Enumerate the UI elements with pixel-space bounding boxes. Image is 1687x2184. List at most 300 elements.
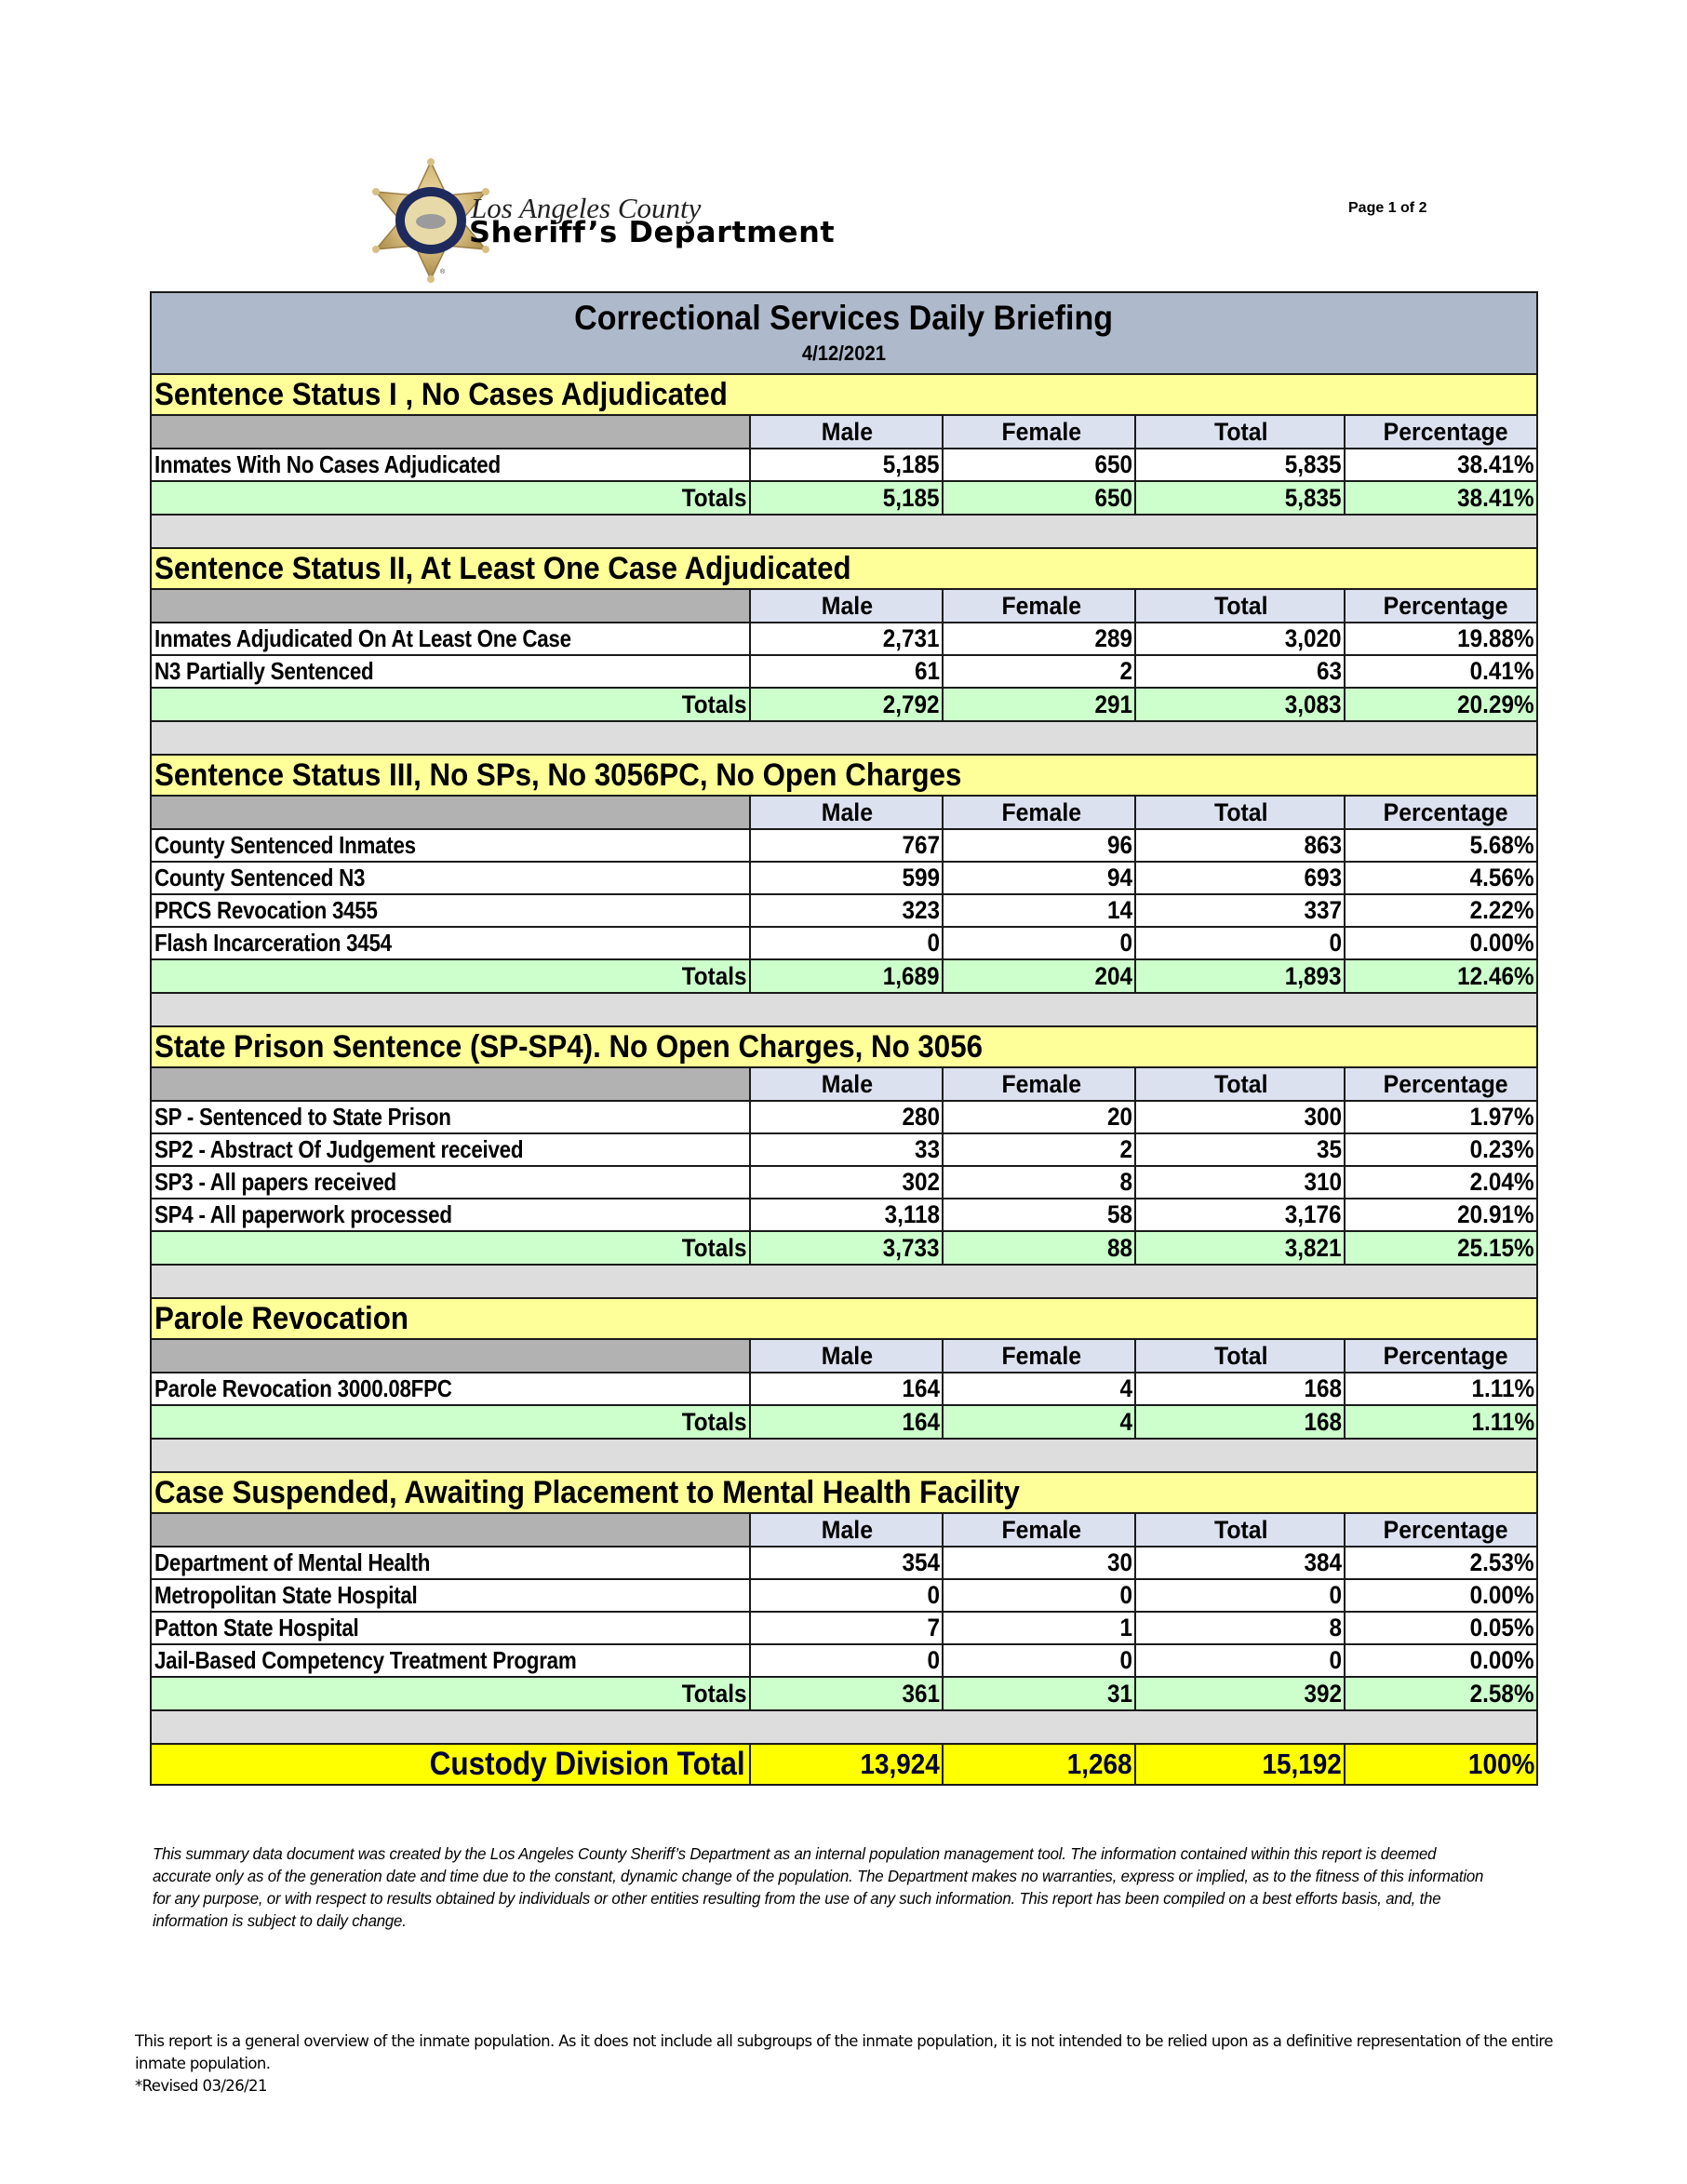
column-header-label: Female: [1001, 417, 1082, 446]
row-label: Jail-Based Competency Treatment Program: [154, 1646, 577, 1674]
table-row: [152, 656, 1536, 689]
custody-total-total-value: 15,192: [1262, 1748, 1342, 1780]
cell-female: [944, 1548, 1136, 1578]
custody-division-total-row: [152, 1745, 1536, 1784]
registered-mark: ®: [440, 269, 446, 275]
report-date: 4/12/2021: [801, 342, 887, 365]
custody-total-male-value: 13,924: [860, 1748, 940, 1780]
cell-total-value: 0: [1329, 929, 1342, 957]
totals-male: [751, 689, 944, 720]
cell-pct: [1346, 895, 1536, 926]
report-title: Correctional Services Daily Briefing: [574, 299, 1114, 337]
cell-pct-value: 38.41%: [1457, 450, 1534, 478]
cell-male: [751, 863, 944, 893]
cell-male-value: 3,118: [884, 1200, 940, 1228]
cell-female-value: 4: [1119, 1374, 1132, 1402]
section-header: [152, 1473, 1536, 1514]
cell-female-value: 2: [1119, 657, 1132, 685]
section-title: Case Suspended, Awaiting Placement to Mental Health Facility: [154, 1474, 1020, 1510]
table-row: [152, 1580, 1536, 1613]
cell-female: [944, 623, 1136, 654]
cell-total-value: 63: [1316, 657, 1342, 685]
cell-total-value: 5,835: [1285, 450, 1342, 478]
cell-total-value: 0: [1329, 1581, 1342, 1609]
row-label-cell: [152, 830, 751, 861]
row-label: PRCS Revocation 3455: [154, 896, 378, 924]
cell-male-value: 0: [927, 1581, 940, 1609]
cell-male: [751, 1580, 944, 1611]
table-row: [152, 830, 1536, 863]
column-header-label: Total: [1214, 1515, 1268, 1544]
column-header-label: Percentage: [1383, 1341, 1508, 1370]
column-header-pct: [1346, 1068, 1536, 1100]
daily-briefing-table: [150, 291, 1538, 1786]
column-header-label: Percentage: [1383, 417, 1508, 446]
cell-total: [1136, 1645, 1346, 1676]
row-label-cell: [152, 656, 751, 687]
row-label: SP4 - All paperwork processed: [154, 1200, 452, 1228]
cell-male: [751, 1548, 944, 1578]
column-header-label: Total: [1214, 797, 1268, 826]
cell-female: [944, 928, 1136, 958]
section-header: [152, 375, 1536, 416]
custody-total-label-cell: [152, 1745, 751, 1784]
cell-male-value: 354: [902, 1548, 940, 1576]
column-header-label: Female: [1001, 797, 1082, 826]
custody-total-male: [751, 1745, 944, 1784]
row-label: County Sentenced Inmates: [154, 831, 416, 859]
cell-male: [751, 1645, 944, 1676]
cell-total-value: 384: [1304, 1548, 1342, 1576]
column-header-label: Male: [822, 1341, 874, 1370]
column-header-female: [944, 590, 1136, 622]
cell-total-value: 168: [1304, 1374, 1342, 1402]
cell-male-value: 323: [902, 896, 940, 924]
column-header-label: Male: [822, 417, 874, 446]
cell-total-value: 3,020: [1285, 624, 1342, 652]
cell-male-value: 7: [927, 1614, 940, 1641]
cell-total-value: 8: [1329, 1614, 1342, 1641]
totals-pct-value: 20.29%: [1457, 690, 1534, 718]
cell-pct: [1346, 928, 1536, 958]
row-label-cell: [152, 895, 751, 926]
totals-female-value: 31: [1106, 1679, 1132, 1708]
row-label: Inmates Adjudicated On At Least One Case: [154, 624, 571, 652]
cell-female-value: 0: [1119, 1646, 1132, 1674]
cell-male-value: 164: [902, 1374, 940, 1402]
cell-pct: [1346, 1548, 1536, 1578]
cell-female: [944, 1102, 1136, 1132]
column-header-pct: [1346, 797, 1536, 828]
cell-male: [751, 928, 944, 958]
column-header-label: Female: [1001, 591, 1082, 620]
cell-total-value: 300: [1304, 1103, 1342, 1131]
column-header-label: Total: [1214, 417, 1268, 446]
cell-female-value: 20: [1106, 1103, 1132, 1131]
table-row: [152, 928, 1536, 960]
column-header-total: [1136, 416, 1346, 448]
column-header-label: Female: [1001, 1341, 1082, 1370]
cell-pct: [1346, 1102, 1536, 1132]
cell-male-value: 33: [914, 1135, 940, 1163]
cell-male-value: 61: [914, 657, 940, 685]
totals-row: [152, 1678, 1536, 1711]
table-row: [152, 449, 1536, 482]
totals-male: [751, 960, 944, 992]
cell-pct: [1346, 1645, 1536, 1676]
cell-total: [1136, 863, 1346, 893]
custody-total-pct: [1346, 1745, 1536, 1784]
totals-label: Totals: [682, 1407, 747, 1436]
column-header-row: [152, 1514, 1536, 1548]
row-label-cell: [152, 1167, 751, 1198]
cell-pct-value: 0.00%: [1470, 1581, 1534, 1609]
row-label-cell: [152, 1645, 751, 1676]
totals-label-cell: [152, 689, 751, 720]
table-row: [152, 1548, 1536, 1580]
totals-total: [1136, 960, 1346, 992]
column-header-label: Male: [822, 591, 874, 620]
column-header-male: [751, 797, 944, 828]
cell-male-value: 2,731: [883, 624, 940, 652]
totals-row: [152, 1406, 1536, 1440]
totals-label: Totals: [682, 961, 747, 990]
cell-total: [1136, 1548, 1346, 1578]
section-spacer: [152, 1711, 1536, 1745]
cell-female-value: 96: [1106, 831, 1132, 859]
row-label: Patton State Hospital: [154, 1614, 359, 1641]
totals-total: [1136, 689, 1346, 720]
cell-pct: [1346, 1167, 1536, 1198]
cell-male-value: 767: [902, 831, 940, 859]
column-header-row: [152, 590, 1536, 623]
totals-total: [1136, 1678, 1346, 1709]
column-header-blank: [152, 797, 751, 828]
cell-total-value: 337: [1304, 896, 1342, 924]
cell-female-value: 0: [1119, 929, 1132, 957]
totals-female: [944, 482, 1136, 514]
cell-pct-value: 2.22%: [1470, 896, 1534, 924]
cell-male: [751, 830, 944, 861]
totals-male-value: 5,185: [883, 483, 940, 512]
totals-total-value: 3,821: [1285, 1233, 1342, 1262]
row-label: County Sentenced N3: [154, 864, 366, 891]
column-header-label: Male: [822, 1515, 874, 1544]
row-label: Metropolitan State Hospital: [154, 1581, 418, 1609]
cell-total: [1136, 830, 1346, 861]
row-label-cell: [152, 1134, 751, 1165]
table-row: [152, 1102, 1536, 1134]
cell-pct: [1346, 656, 1536, 687]
cell-pct-value: 0.00%: [1470, 1646, 1534, 1674]
row-label-cell: [152, 623, 751, 654]
totals-label: Totals: [682, 690, 747, 718]
totals-female: [944, 1678, 1136, 1709]
cell-pct-value: 0.00%: [1470, 929, 1534, 957]
table-row: [152, 895, 1536, 928]
cell-male: [751, 1102, 944, 1132]
column-header-label: Percentage: [1383, 797, 1508, 826]
logo-department-text: Sheriff’s Department: [469, 216, 836, 249]
section-spacer: [152, 1266, 1536, 1299]
totals-pct-value: 1.11%: [1471, 1407, 1534, 1436]
totals-female: [944, 960, 1136, 992]
column-header-label: Percentage: [1383, 1069, 1508, 1098]
cell-female: [944, 1167, 1136, 1198]
column-header-male: [751, 416, 944, 448]
custody-total-total: [1136, 1745, 1346, 1784]
totals-label-cell: [152, 1406, 751, 1438]
column-header-label: Female: [1001, 1069, 1082, 1098]
section-spacer: [152, 516, 1536, 549]
cell-male: [751, 1134, 944, 1165]
cell-female-value: 30: [1106, 1548, 1132, 1576]
column-header-female: [944, 1514, 1136, 1546]
cell-male-value: 302: [902, 1168, 940, 1196]
cell-male: [751, 656, 944, 687]
page-number: Page 1 of 2: [1348, 200, 1427, 216]
cell-total-value: 693: [1304, 864, 1342, 891]
custody-total-female-value: 1,268: [1067, 1748, 1132, 1780]
section-title: Parole Revocation: [154, 1300, 408, 1336]
cell-male-value: 280: [902, 1103, 940, 1131]
totals-row: [152, 482, 1536, 516]
table-row: [152, 623, 1536, 656]
totals-total-value: 392: [1304, 1679, 1342, 1708]
column-header-label: Percentage: [1383, 1515, 1508, 1544]
cell-male-value: 599: [902, 864, 940, 891]
column-header-female: [944, 1068, 1136, 1100]
totals-label-cell: [152, 1232, 751, 1264]
row-label: SP - Sentenced to State Prison: [154, 1103, 451, 1131]
cell-female: [944, 1580, 1136, 1611]
cell-pct-value: 1.97%: [1470, 1103, 1534, 1131]
totals-total-value: 1,893: [1285, 961, 1342, 990]
cell-female-value: 58: [1106, 1200, 1132, 1228]
cell-total: [1136, 895, 1346, 926]
totals-female: [944, 689, 1136, 720]
totals-female-value: 204: [1094, 961, 1132, 990]
column-header-male: [751, 1340, 944, 1372]
totals-female: [944, 1232, 1136, 1264]
column-header-row: [152, 1068, 1536, 1102]
cell-total: [1136, 656, 1346, 687]
cell-total: [1136, 1613, 1346, 1643]
column-header-blank: [152, 590, 751, 622]
table-row: [152, 1373, 1536, 1406]
totals-total-value: 5,835: [1285, 483, 1342, 512]
cell-total-value: 863: [1304, 831, 1342, 859]
totals-total: [1136, 1406, 1346, 1438]
totals-pct: [1346, 689, 1536, 720]
totals-row: [152, 1232, 1536, 1266]
footer: [135, 2030, 1568, 2097]
totals-label-cell: [152, 482, 751, 514]
totals-pct: [1346, 1406, 1536, 1438]
totals-pct-value: 38.41%: [1457, 483, 1534, 512]
column-header-row: [152, 797, 1536, 830]
cell-female: [944, 1199, 1136, 1230]
row-label: Parole Revocation 3000.08FPC: [154, 1374, 452, 1402]
totals-male: [751, 1406, 944, 1438]
section-title: Sentence Status II, At Least One Case Adjudicated: [154, 550, 851, 586]
cell-total: [1136, 1199, 1346, 1230]
cell-female-value: 0: [1119, 1581, 1132, 1609]
totals-female-value: 291: [1094, 690, 1132, 718]
table-row: [152, 1645, 1536, 1678]
table-row: [152, 1613, 1536, 1645]
column-header-blank: [152, 1514, 751, 1546]
totals-female-value: 88: [1106, 1233, 1132, 1262]
cell-female-value: 650: [1094, 450, 1132, 478]
column-header-total: [1136, 797, 1346, 828]
cell-pct-value: 5.68%: [1470, 831, 1534, 859]
row-label-cell: [152, 1373, 751, 1404]
cell-female: [944, 1613, 1136, 1643]
column-header-female: [944, 416, 1136, 448]
cell-pct-value: 2.04%: [1470, 1168, 1534, 1196]
totals-female-value: 650: [1094, 483, 1132, 512]
totals-male-value: 164: [902, 1407, 940, 1436]
cell-total: [1136, 623, 1346, 654]
cell-female: [944, 1134, 1136, 1165]
cell-total: [1136, 1580, 1346, 1611]
totals-label: Totals: [682, 483, 747, 512]
totals-male-value: 1,689: [883, 961, 940, 990]
totals-total-value: 3,083: [1285, 690, 1342, 718]
totals-male-value: 361: [902, 1679, 940, 1708]
column-header-blank: [152, 1340, 751, 1372]
cell-pct-value: 4.56%: [1470, 864, 1534, 891]
cell-female: [944, 1373, 1136, 1404]
column-header-pct: [1346, 590, 1536, 622]
row-label-cell: [152, 449, 751, 480]
cell-total: [1136, 1134, 1346, 1165]
cell-female-value: 94: [1106, 864, 1132, 891]
custody-total-label: Custody Division Total: [430, 1746, 745, 1782]
cell-male: [751, 449, 944, 480]
section-header: [152, 1027, 1536, 1068]
cell-pct-value: 2.53%: [1470, 1548, 1534, 1576]
column-header-female: [944, 1340, 1136, 1372]
cell-female: [944, 830, 1136, 861]
cell-total: [1136, 1373, 1346, 1404]
column-header-label: Total: [1214, 1341, 1268, 1370]
totals-female-value: 4: [1119, 1407, 1132, 1436]
cell-female-value: 2: [1119, 1135, 1132, 1163]
column-header-male: [751, 1514, 944, 1546]
cell-pct: [1346, 449, 1536, 480]
footer-note: This report is a general overview of the inmate population. As it does not include all subgroups of the inmate population, it is not intended to be relied upon as a definitive representation of the entire inmate population.: [135, 2032, 1553, 2072]
cell-female: [944, 656, 1136, 687]
cell-pct-value: 19.88%: [1457, 624, 1534, 652]
cell-female-value: 14: [1106, 896, 1132, 924]
totals-total: [1136, 482, 1346, 514]
row-label: SP3 - All papers received: [154, 1168, 396, 1196]
totals-label-cell: [152, 960, 751, 992]
column-header-pct: [1346, 1340, 1536, 1372]
cell-male: [751, 623, 944, 654]
row-label: Inmates With No Cases Adjudicated: [154, 450, 501, 478]
cell-total-value: 3,176: [1285, 1200, 1342, 1228]
totals-pct-value: 25.15%: [1457, 1233, 1534, 1262]
section-header: [152, 756, 1536, 797]
totals-row: [152, 960, 1536, 994]
totals-male: [751, 482, 944, 514]
totals-male: [751, 1232, 944, 1264]
column-header-blank: [152, 1068, 751, 1100]
cell-female: [944, 895, 1136, 926]
cell-total: [1136, 928, 1346, 958]
table-row: [152, 863, 1536, 895]
cell-pct: [1346, 623, 1536, 654]
cell-total-value: 0: [1329, 1646, 1342, 1674]
cell-female-value: 289: [1094, 624, 1132, 652]
cell-pct: [1346, 830, 1536, 861]
cell-pct: [1346, 1199, 1536, 1230]
cell-male: [751, 1613, 944, 1643]
cell-pct: [1346, 1373, 1536, 1404]
custody-total-pct-value: 100%: [1467, 1748, 1534, 1780]
totals-pct: [1346, 1232, 1536, 1264]
table-row: [152, 1167, 1536, 1199]
totals-label-cell: [152, 1678, 751, 1709]
footer-revised: *Revised 03/26/21: [135, 2077, 267, 2095]
column-header-label: Female: [1001, 1515, 1082, 1544]
cell-pct-value: 0.05%: [1470, 1614, 1534, 1641]
cell-female: [944, 863, 1136, 893]
cell-female: [944, 1645, 1136, 1676]
cell-pct: [1346, 1613, 1536, 1643]
totals-label: Totals: [682, 1679, 747, 1708]
cell-pct-value: 0.23%: [1470, 1135, 1534, 1163]
row-label-cell: [152, 928, 751, 958]
totals-total-value: 168: [1304, 1407, 1342, 1436]
cell-female: [944, 449, 1136, 480]
row-label-cell: [152, 1199, 751, 1230]
cell-male-value: 0: [927, 1646, 940, 1674]
totals-pct: [1346, 960, 1536, 992]
cell-pct-value: 0.41%: [1470, 657, 1534, 685]
cell-male: [751, 1199, 944, 1230]
custody-total-female: [944, 1745, 1136, 1784]
row-label: N3 Partially Sentenced: [154, 657, 374, 685]
column-header-pct: [1346, 1514, 1536, 1546]
totals-row: [152, 689, 1536, 722]
column-header-blank: [152, 416, 751, 448]
section-title: Sentence Status I , No Cases Adjudicated: [154, 376, 728, 412]
row-label-cell: [152, 1613, 751, 1643]
cell-male-value: 0: [927, 929, 940, 957]
totals-total: [1136, 1232, 1346, 1264]
column-header-label: Male: [822, 797, 874, 826]
column-header-row: [152, 1340, 1536, 1373]
cell-male: [751, 895, 944, 926]
column-header-female: [944, 797, 1136, 828]
section-title: State Prison Sentence (SP-SP4). No Open Charges, No 3056: [154, 1028, 983, 1065]
cell-pct: [1346, 863, 1536, 893]
cell-total: [1136, 1167, 1346, 1198]
column-header-total: [1136, 1514, 1346, 1546]
cell-male-value: 5,185: [883, 450, 940, 478]
column-header-total: [1136, 590, 1346, 622]
sheriff-logo: [365, 156, 932, 287]
totals-label: Totals: [682, 1233, 747, 1262]
cell-female-value: 8: [1119, 1168, 1132, 1196]
cell-male: [751, 1373, 944, 1404]
section-spacer: [152, 722, 1536, 756]
column-header-row: [152, 416, 1536, 449]
